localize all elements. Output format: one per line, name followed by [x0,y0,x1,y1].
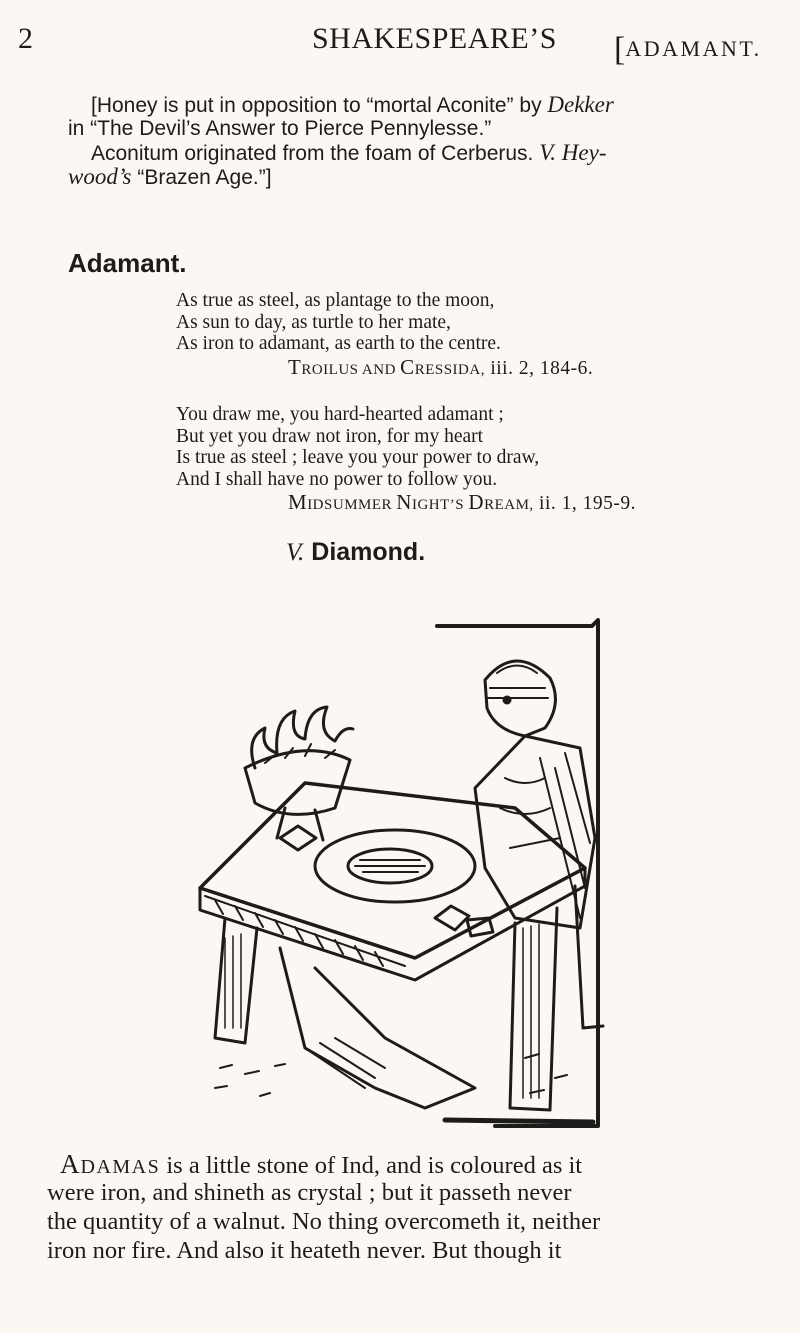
citation-midsummer: MIDSUMMER NIGHT’S DREAM, ii. 1, 195-9. [288,490,636,514]
prose-line-4: iron nor fire. And also it heateth never. But though it [47,1237,562,1264]
note-text: in “The Devil’s Answer to Pierce Pennylesse.” [68,117,492,140]
verse-line: Is true as steel ; leave you your power to draw, [176,447,540,468]
section-tag-label: ADAMANT. [625,36,762,61]
table-leg [510,908,557,1110]
quote-troilus [176,290,501,355]
gem [280,826,316,850]
running-head: SHAKESPEARE’S [312,22,557,55]
verse-line: As true as steel, as plantage to the moon, [176,290,495,311]
verse-line: You draw me, you hard-hearted adamant ; [176,404,504,425]
prose-line-3: the quantity of a walnut. No thing overcometh it, neither [47,1208,601,1235]
note-reference: V. Hey- [539,140,607,165]
verse-line: But yet you draw not iron, for my heart [176,425,484,447]
frame-line [445,1120,593,1122]
section-tag [614,27,762,68]
section-tag-bracket: [ [614,31,626,68]
verse-line: And I shall have no power to follow you. [176,468,498,490]
entry-title: Adamant. [68,248,187,278]
note-text: “Brazen Age.”] [131,166,272,189]
citation-troilus: TROILUS AND CRESSIDA, iii. 2, 184-6. [288,355,594,379]
note-line-3 [91,141,607,166]
verse-line: As iron to adamant, as earth to the centre. [176,333,501,354]
bowl [245,751,350,815]
note-line-2 [68,117,491,141]
floor-hatching [215,1054,567,1096]
gem [435,906,469,930]
page-number: 2 [18,22,33,55]
table-leg [215,918,257,1043]
table-edge [200,868,585,980]
prose-line-2: were iron, and shineth as crystal ; but it passeth never [47,1179,572,1206]
note-reference: wood’s [68,164,132,189]
note-line-4 [68,165,272,190]
woodcut-illustration [185,618,617,1128]
note-author: Dekker [547,92,614,117]
verse-line: As sun to day, as turtle to her mate, [176,311,451,333]
quote-midsummer [176,404,539,490]
note-line-1 [91,93,614,118]
stretcher [280,948,475,1108]
note-text: [Honey is put in opposition to “mortal Aconite” by [91,94,548,117]
prose-line-1: ADAMAS is a little stone of Ind, and is coloured as it [60,1149,583,1179]
see-also: V. Diamond. [286,538,426,566]
note-text: Aconitum originated from the foam of Cerberus. [91,142,540,165]
